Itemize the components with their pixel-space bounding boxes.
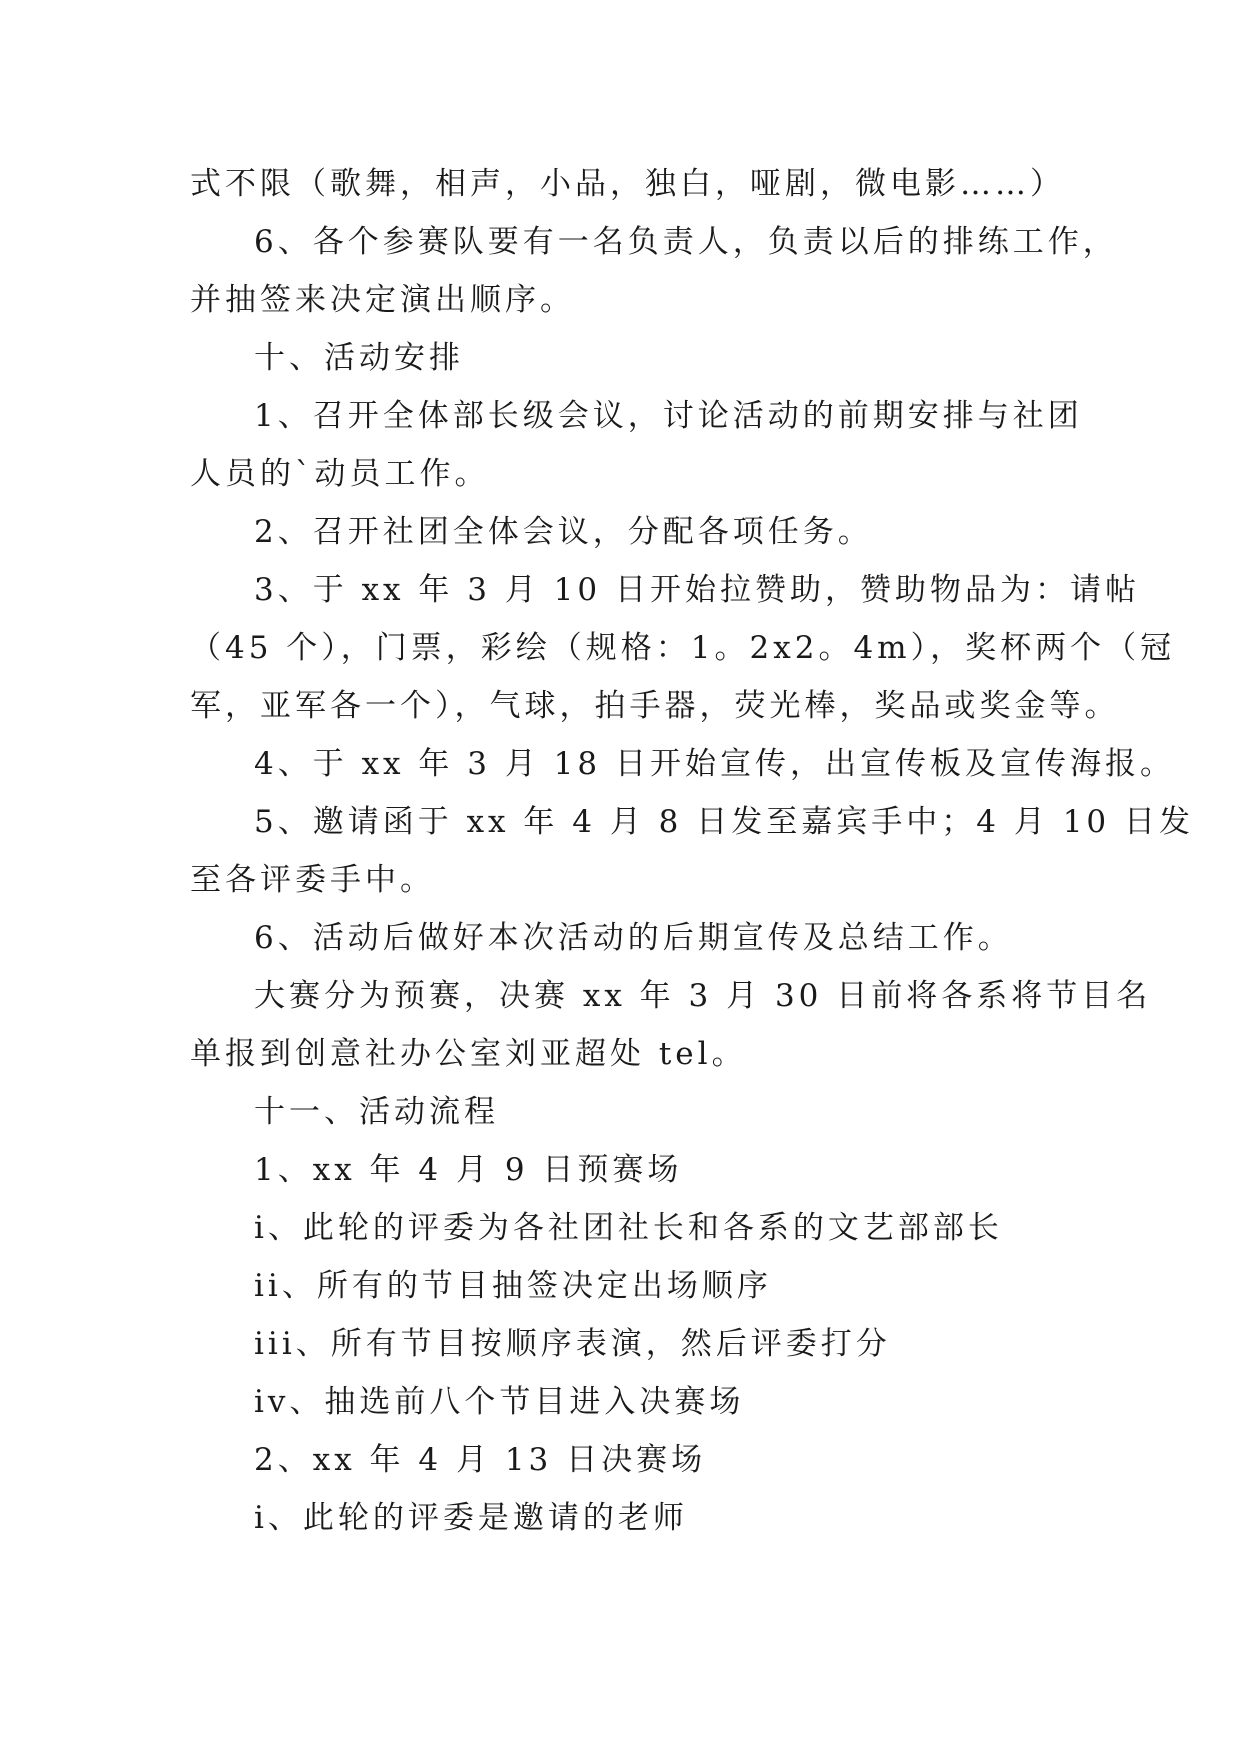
text-line: 5、邀请函于 xx 年 4 月 8 日发至嘉宾手中；4 月 10 日发 (254, 804, 1194, 840)
text-line: i、此轮的评委是邀请的老师 (254, 1500, 688, 1536)
text-line: 并抽签来决定演出顺序。 (190, 282, 575, 318)
text-line: （45 个），门票，彩绘（规格：1。2x2。4m），奖杯两个（冠 (190, 630, 1176, 666)
text-line: 大赛分为预赛，决赛 xx 年 3 月 30 日前将各系将节目名 (254, 978, 1152, 1014)
text-line: 军，亚军各一个），气球，拍手器，荧光棒，奖品或奖金等。 (190, 688, 1120, 724)
text-line: 至各评委手中。 (190, 862, 435, 898)
text-line: iii、所有节目按顺序表演，然后评委打分 (254, 1326, 891, 1362)
text-line: 3、于 xx 年 3 月 10 日开始拉赞助，赞助物品为：请帖 (254, 572, 1140, 608)
section-heading: 十、活动安排 (254, 340, 464, 376)
text-line: 6、各个参赛队要有一名负责人，负责以后的排练工作， (254, 224, 1118, 260)
text-line: 4、于 xx 年 3 月 18 日开始宣传，出宣传板及宣传海报。 (254, 746, 1175, 782)
document-body (190, 155, 1194, 1547)
text-line: 2、召开社团全体会议，分配各项任务。 (254, 514, 873, 550)
text-line: 2、xx 年 4 月 13 日决赛场 (254, 1442, 707, 1478)
section-heading: 十一、活动流程 (254, 1094, 499, 1130)
text-line: ii、所有的节目抽签决定出场顺序 (254, 1268, 772, 1304)
text-line: 式不限（歌舞，相声，小品，独白，哑剧，微电影……） (190, 166, 1065, 202)
text-line: i、此轮的评委为各社团社长和各系的文艺部部长 (254, 1210, 1003, 1246)
text-line: 1、召开全体部长级会议，讨论活动的前期安排与社团 (254, 398, 1083, 434)
text-line: 单报到创意社办公室刘亚超处 tel。 (190, 1036, 747, 1072)
text-line: 人员的`动员工作。 (190, 456, 490, 492)
text-line: 6、活动后做好本次活动的后期宣传及总结工作。 (254, 920, 1013, 956)
text-line: iv、抽选前八个节目进入决赛场 (254, 1384, 745, 1420)
text-line: 1、xx 年 4 月 9 日预赛场 (254, 1152, 683, 1188)
